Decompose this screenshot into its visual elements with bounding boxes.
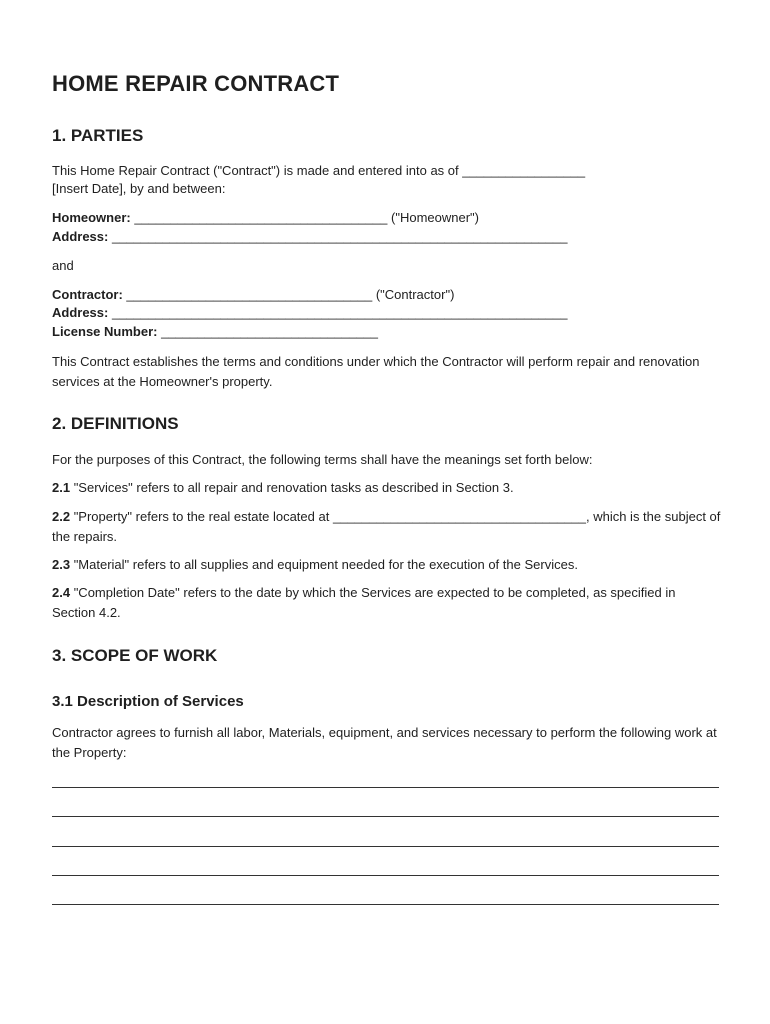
definition-number: 2.3 [52, 557, 71, 572]
definition-number: 2.1 [52, 480, 71, 495]
contractor-blank: __________________________________ ("Contractor") [122, 287, 455, 302]
parties-closing-paragraph: This Contract establishes the terms and conditions under which the Contractor will perform repair and renovation services at the Homeowner's property. [52, 354, 704, 389]
work-description-line [52, 904, 719, 905]
definition-item [52, 583, 722, 622]
parties-intro-line1: This Home Repair Contract ("Contract") is made and entered into as of _________________ [52, 163, 586, 178]
homeowner-address-label: Address: [52, 229, 109, 244]
work-description-line [52, 816, 719, 817]
definition-number: 2.4 [52, 585, 71, 600]
homeowner-address-row [52, 228, 567, 246]
license-label: License Number: [52, 324, 158, 339]
document-title: HOME REPAIR CONTRACT [52, 71, 340, 96]
definitions-intro: For the purposes of this Contract, the following terms shall have the meanings set forth below: [52, 452, 593, 467]
homeowner-address-blank: _______________________________________________________________ [108, 229, 568, 244]
contractor-address-blank: _______________________________________________________________ [108, 305, 568, 320]
definition-item [52, 555, 722, 575]
work-description-line [52, 846, 719, 847]
definition-text: "Material" refers to all supplies and equipment needed for the execution of the Services. [70, 557, 578, 572]
license-blank: ______________________________ [157, 324, 378, 339]
definition-text: "Completion Date" refers to the date by which the Services are expected to be completed, as specified in Section 4.2. [52, 585, 680, 620]
parties-intro-line2: [Insert Date], by and between: [52, 181, 226, 196]
section-heading-definitions: 2. DEFINITIONS [52, 414, 179, 433]
homeowner-label: Homeowner: [52, 210, 131, 225]
contractor-row [52, 286, 454, 304]
contractor-address-row [52, 304, 567, 322]
homeowner-blank: ___________________________________ ("Homeowner") [130, 210, 479, 225]
contractor-address-label: Address: [52, 305, 109, 320]
definition-number: 2.2 [52, 509, 71, 524]
section-heading-parties: 1. PARTIES [52, 126, 144, 145]
scope-paragraph: Contractor agrees to furnish all labor, Materials, equipment, and services necessary to perform the following work at the Property: [52, 725, 721, 760]
definition-text: "Property" refers to the real estate located at ___________________________________, which is the subject of the repairs. [52, 509, 725, 544]
definition-text: "Services" refers to all repair and renovation tasks as described in Section 3. [70, 480, 514, 495]
work-description-line [52, 787, 719, 788]
and-connector: and [52, 258, 74, 273]
section-heading-scope-of-work: 3. SCOPE OF WORK [52, 646, 218, 665]
homeowner-row [52, 209, 479, 227]
subsection-heading-description-of-services: 3.1 Description of Services [52, 693, 244, 710]
work-description-line [52, 875, 719, 876]
contractor-label: Contractor: [52, 287, 123, 302]
definition-item [52, 507, 725, 546]
definition-item [52, 478, 722, 498]
license-row [52, 323, 378, 341]
